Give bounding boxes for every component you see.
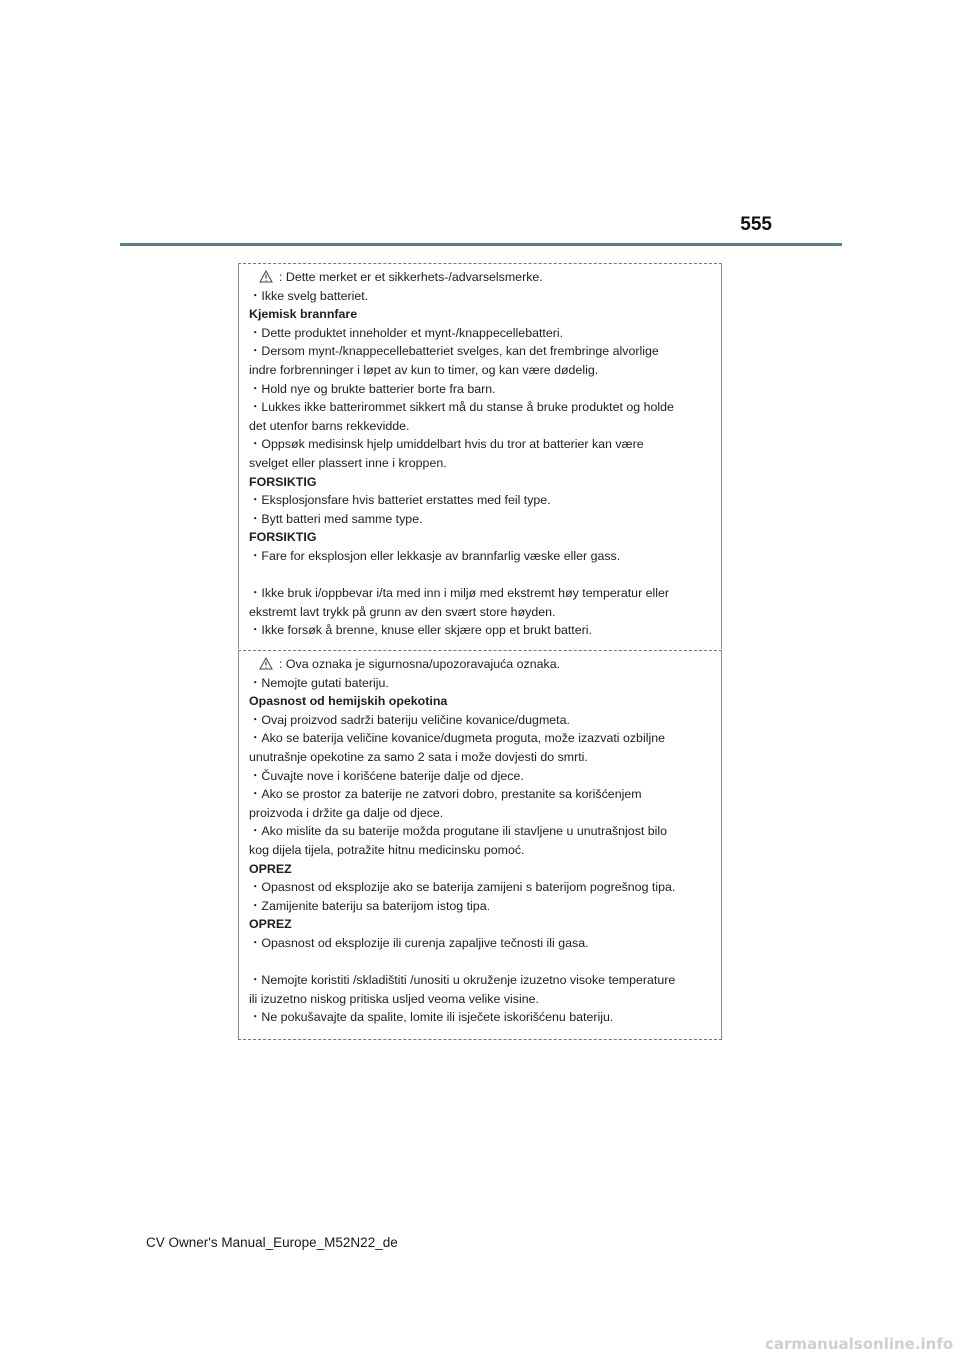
warning-line [249,897,721,916]
section-heading [249,528,721,547]
warning-line [249,342,721,361]
line-text: ・Ne pokušavajte da spalite, lomite ili isječete iskorišćenu bateriju. [249,1010,614,1025]
warning-line [249,822,721,841]
warning-line [249,268,721,287]
line-text: ・Ovaj proizvod sadrži bateriju veličine kovanice/dugmeta. [249,712,570,727]
warning-line [249,584,721,603]
line-text: svelget eller plassert inne i kroppen. [249,455,447,470]
line-text: OPREZ [249,861,292,876]
section-content [239,651,721,1027]
line-text: ・Ako mislite da su baterije možda progutane ili stavljene u unutrašnjost bilo [249,824,668,839]
warning-line [249,324,721,343]
line-text: indre forbrenninger i løpet av kun to timer, og kan være dødelig. [249,362,599,377]
watermark: carmanualsonline.info [765,1335,954,1353]
warning-line [249,361,721,380]
line-text: FORSIKTIG [249,474,317,489]
warning-line [249,655,721,674]
page-number: 555 [740,214,772,235]
line-text: kog dijela tijela, potražite hitnu medicinsku pomoć. [249,842,525,857]
line-text: ・Oppsøk medisinsk hjelp umiddelbart hvis du tror at batterier kan være [249,437,644,452]
line-text: ・Dersom mynt-/knappecellebatteriet svelges, kan det frembringe alvorlige [249,344,659,359]
line-text: proizvoda i držite ga dalje od djece. [249,805,444,820]
warning-line [249,603,721,622]
warning-line [249,510,721,529]
warning-line [249,804,721,823]
warning-line [249,417,721,436]
line-text: unutrašnje opekotine za samo 2 sata i može dovjesti do smrti. [249,749,588,764]
section-heading [249,692,721,711]
warning-line [249,785,721,804]
warning-line [249,878,721,897]
warning-line [249,711,721,730]
header-rule [120,243,842,246]
section-heading [249,915,721,934]
line-text: ・Dette produktet inneholder et mynt-/knappecellebatteri. [249,325,564,340]
line-text: ・Čuvajte nove i korišćene baterije dalje od djece. [249,768,524,783]
line-text: ・Eksplosjonsfare hvis batteriet erstattes med feil type. [249,493,551,508]
line-text: ・Hold nye og brukte batterier borte fra barn. [249,381,496,396]
warning-line [249,287,721,306]
line-text: ili izuzetno niskog pritiska usljed veoma velike visine. [249,991,539,1006]
section-heading [249,473,721,492]
line-text: : Dette merket er et sikkerhets-/advarselsmerke. [279,270,543,284]
warning-line [249,398,721,417]
line-text: OPREZ [249,917,292,932]
line-text: det utenfor barns rekkevidde. [249,418,410,433]
warning-line [249,971,721,990]
warning-line [249,1008,721,1027]
warning-line [249,934,721,953]
warning-line [249,547,721,566]
line-text: ・Ikke forsøk å brenne, knuse eller skjære opp et brukt batteri. [249,623,592,638]
warning-line [249,435,721,454]
line-text: ・Ikke svelg batteriet. [249,288,369,303]
line-text: ・Nemojte gutati bateriju. [249,675,389,690]
warning-line [249,767,721,786]
line-text: Opasnost od hemijskih opekotina [249,694,448,709]
line-text: : Ova oznaka je sigurnosna/upozoravajuća oznaka. [279,657,561,671]
warning-line [249,990,721,1009]
warning-line [249,380,721,399]
warning-section-bosnian [238,650,722,1040]
line-text: ・Ako se prostor za baterije ne zatvori dobro, prestanite sa korišćenjem [249,787,642,802]
line-text: ・Zamijenite bateriju sa baterijom istog tipa. [249,898,491,913]
warning-line [249,748,721,767]
line-text: ・Opasnost od eksplozije ako se baterija zamijeni s baterijom pogrešnog tipa. [249,880,676,895]
warning-triangle-icon [259,270,273,283]
line-text: ・Fare for eksplosjon eller lekkasje av brannfarlig væske eller gass. [249,548,621,563]
warning-line [249,454,721,473]
line-text: ・Ako se baterija veličine kovanice/dugmeta proguta, može izazvati ozbiljne [249,731,665,746]
warning-line [249,621,721,640]
warning-line [249,491,721,510]
line-text: ・Bytt batteri med samme type. [249,511,423,526]
line-text: Kjemisk brannfare [249,307,358,322]
line-text: FORSIKTIG [249,530,317,545]
line-text: ・Nemojte koristiti /skladištiti /unositi u okruženje izuzetno visoke temperature [249,973,676,988]
line-text: ・Ikke bruk i/oppbevar i/ta med inn i miljø med ekstremt høy temperatur eller [249,586,670,601]
warning-line [249,674,721,693]
warning-triangle-icon [259,657,273,670]
section-heading [249,860,721,879]
line-text: ・Opasnost od eksplozije ili curenja zapaljive tečnosti ili gasa. [249,935,589,950]
section-heading [249,305,721,324]
line-text: ekstremt lavt trykk på grunn av den svært store høyden. [249,604,556,619]
warning-line [249,841,721,860]
footer-manual-title: CV Owner's Manual_Europe_M52N22_de [146,1235,398,1250]
line-text: ・Lukkes ikke batterirommet sikkert må du stanse å bruke produktet og holde [249,400,674,415]
warning-section-norwegian [238,263,722,649]
section-content [239,264,721,640]
warning-line [249,729,721,748]
